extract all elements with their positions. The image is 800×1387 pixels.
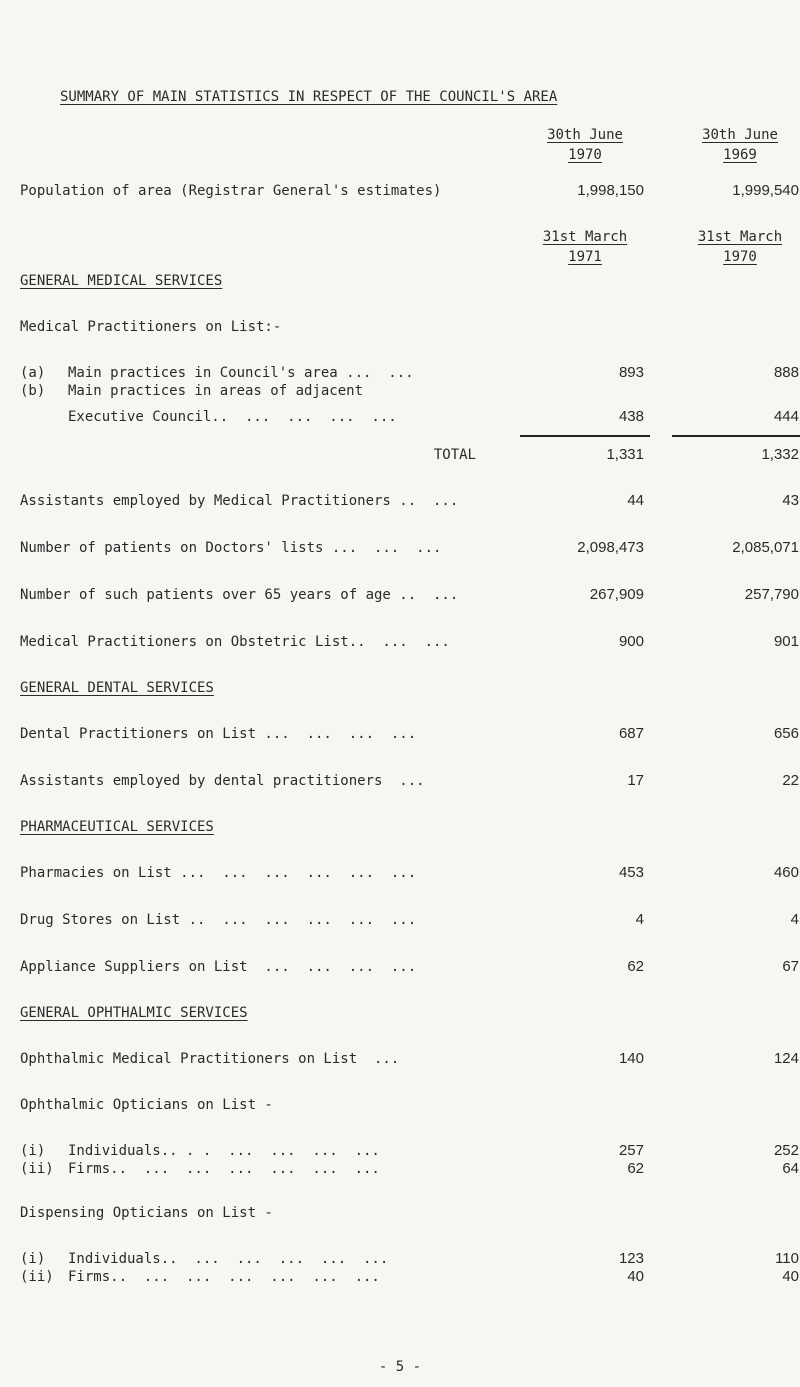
dental-assistants-value-1970: 22 [782,772,799,789]
row-b-label-cont: Executive Council.. ... ... ... ... [68,409,397,425]
assistants-value-1971: 44 [627,492,644,509]
col-b-header2-line2: 1970 [723,249,757,265]
over65-value-1970: 257,790 [744,586,799,603]
total-value-1970: 1,332 [761,446,799,463]
opt-i-value-1970: 252 [773,1142,799,1159]
appliance-value-1971: 62 [627,958,644,975]
over65-label: Number of such patients over 65 years of age .. ... [20,587,459,603]
disp-i-value-1970: 110 [775,1250,799,1267]
col-a-header2-line1: 31st March [542,229,628,245]
drug-stores-value-1971: 4 [635,911,644,928]
col-a-header-line2: 1970 [568,147,602,163]
opt-ii-value-1971: 62 [627,1160,644,1177]
total-label: TOTAL [433,447,476,463]
row-b-marker: (b) [20,383,46,399]
row-a-label: Main practices in Council's area ... ... [68,365,414,381]
row-b-value-1970: 444 [773,408,799,425]
population-label: Population of area (Registrar General's estimates) [20,183,442,199]
obstetric-value-1971: 900 [618,633,644,650]
disp-ii-label: Firms.. ... ... ... ... ... ... [68,1269,380,1285]
pharmacies-label: Pharmacies on List ... ... ... ... ... ... [20,865,417,881]
dental-heading: GENERAL DENTAL SERVICES [20,680,214,696]
obstetric-label: Medical Practitioners on Obstetric List.. ... ... [20,634,450,650]
row-a-value-1971: 893 [618,364,644,381]
disp-i-value-1971: 123 [618,1250,644,1267]
disp-ii-value-1970: 40 [782,1268,799,1285]
disp-i-label: Individuals.. ... ... ... ... ... [68,1251,389,1267]
appliance-value-1970: 67 [782,958,799,975]
opt-i-marker: (i) [20,1143,46,1159]
page-title: SUMMARY OF MAIN STATISTICS IN RESPECT OF THE COUNCIL'S AREA [60,89,558,105]
opt-ii-value-1970: 64 [782,1160,799,1177]
opt-i-label: Individuals.. . . ... ... ... ... [68,1143,380,1159]
col-b-header-line1: 30th June [702,127,778,143]
obstetric-value-1970: 901 [773,633,799,650]
opt-i-value-1971: 257 [618,1142,644,1159]
ophth-medical-value-1970: 124 [773,1050,799,1067]
drug-stores-value-1970: 4 [790,911,799,928]
ophth-medical-value-1971: 140 [618,1050,644,1067]
disp-ii-marker: (ii) [20,1269,54,1285]
opt-ii-label: Firms.. ... ... ... ... ... ... [68,1161,380,1177]
row-a-value-1970: 888 [773,364,799,381]
dental-practitioners-label: Dental Practitioners on List ... ... ... ... [20,726,417,742]
dental-assistants-value-1971: 17 [627,772,644,789]
dispensing-subheading: Dispensing Opticians on List - [20,1205,273,1221]
patients-label: Number of patients on Doctors' lists ... ... ... [20,540,442,556]
dental-assistants-label: Assistants employed by dental practitioners ... [20,773,425,789]
appliance-label: Appliance Suppliers on List ... ... ... ... [20,959,417,975]
patients-value-1971: 2,098,473 [577,539,644,556]
disp-ii-value-1971: 40 [627,1268,644,1285]
population-value-1969: 1,999,540 [732,182,799,199]
col-b-header2-line1: 31st March [697,229,783,245]
col-a-header-line1: 30th June [547,127,623,143]
pharma-heading: PHARMACEUTICAL SERVICES [20,819,214,835]
total-rule-1971 [520,435,650,437]
row-a-marker: (a) [20,365,46,381]
disp-i-marker: (i) [20,1251,46,1267]
pharmacies-value-1970: 460 [773,864,799,881]
row-b-label: Main practices in areas of adjacent [68,383,364,399]
medical-heading: GENERAL MEDICAL SERVICES [20,273,223,289]
population-value-1970: 1,998,150 [577,182,644,199]
ophth-heading: GENERAL OPHTHALMIC SERVICES [20,1005,248,1021]
patients-value-1970: 2,085,071 [732,539,799,556]
medical-subheading: Medical Practitioners on List:- [20,319,282,335]
over65-value-1971: 267,909 [589,586,644,603]
drug-stores-label: Drug Stores on List .. ... ... ... ... ... [20,912,417,928]
assistants-label: Assistants employed by Medical Practitioners .. ... [20,493,459,509]
assistants-value-1970: 43 [782,492,799,509]
total-value-1971: 1,331 [606,446,644,463]
ophth-medical-label: Ophthalmic Medical Practitioners on List ... [20,1051,400,1067]
ophth-opticians-subheading: Ophthalmic Opticians on List - [20,1097,273,1113]
col-a-header2-line2: 1971 [568,249,602,265]
opt-ii-marker: (ii) [20,1161,54,1177]
dental-practitioners-value-1970: 656 [773,725,799,742]
row-b-value-1971: 438 [618,408,644,425]
page-number: - 5 - [378,1359,422,1375]
col-b-header-line2: 1969 [723,147,757,163]
total-rule-1970 [672,435,800,437]
pharmacies-value-1971: 453 [618,864,644,881]
dental-practitioners-value-1971: 687 [618,725,644,742]
